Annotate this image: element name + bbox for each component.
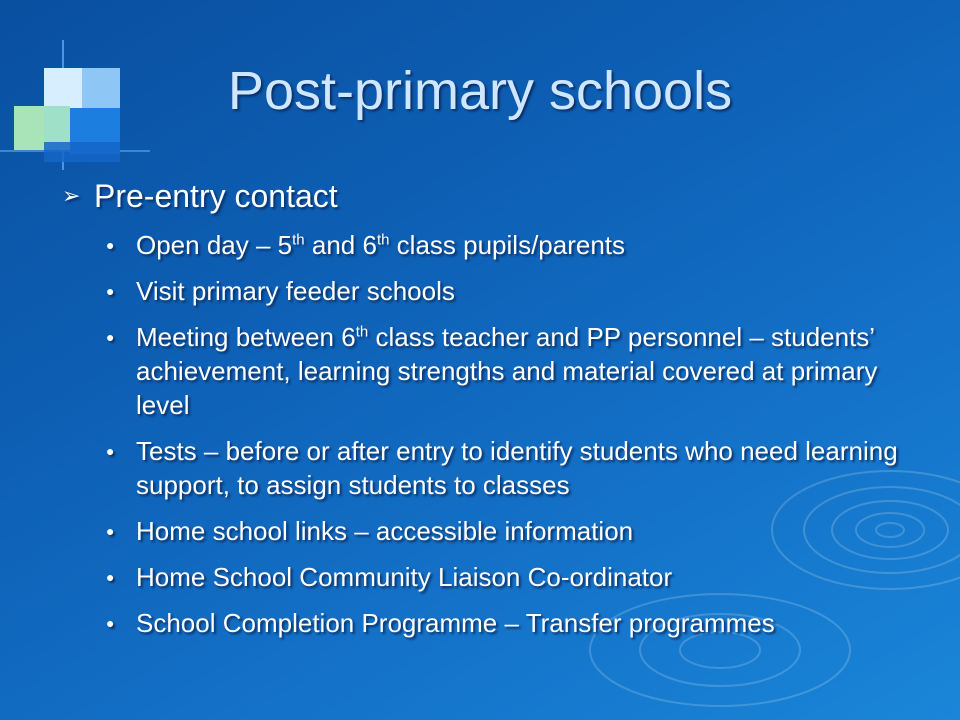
list-item [106,606,922,640]
text-segment: and 6 [304,230,377,260]
list-item-text [136,320,922,422]
text-segment: Home School Community Liaison Co-ordinator [136,562,673,592]
text-segment: class pupils/parents [389,230,626,260]
list-item [106,228,922,262]
list-item [106,514,922,548]
superscript-text: th [292,231,305,249]
text-segment: Open day – 5 [136,230,293,260]
round-bullet-icon: ● [106,443,115,459]
list-item-text [136,514,922,548]
round-bullet-icon: ● [106,569,115,585]
text-segment: class teacher and PP personnel – students’ achievement, learning strengths and material covered at primary level [136,322,878,420]
text-segment: School Completion Programme – Transfer programmes [136,608,775,638]
text-segment: Visit primary feeder schools [136,276,455,306]
round-bullet-icon: ● [106,237,115,253]
round-bullet-icon: ● [106,523,115,539]
superscript-text: th [376,231,390,249]
heading-text: Pre-entry contact [94,178,338,214]
list-item-text [136,560,922,594]
list-item-text [136,434,922,502]
text-segment: Meeting between 6 [136,322,356,352]
list-item [106,560,922,594]
list-item [106,320,922,422]
list-item [106,434,922,502]
list-item-text [136,274,922,308]
round-bullet-icon: ● [106,329,115,345]
superscript-text: th [355,323,369,341]
arrow-bullet-icon: ➢ [62,183,81,208]
list-item [106,274,922,308]
slide-title: Post-primary schools [227,61,733,121]
bullet-heading [62,176,922,216]
round-bullet-icon: ● [106,615,115,631]
text-segment: Tests – before or after entry to identify students who need learning support, to assign students to classes [136,436,898,500]
slide-content [62,176,922,640]
list-item-text [136,606,922,640]
list-item-text [136,228,922,262]
text-segment: Home school links – accessible information [136,516,634,546]
sub-bullet-list [62,228,922,640]
round-bullet-icon: ● [106,283,115,299]
